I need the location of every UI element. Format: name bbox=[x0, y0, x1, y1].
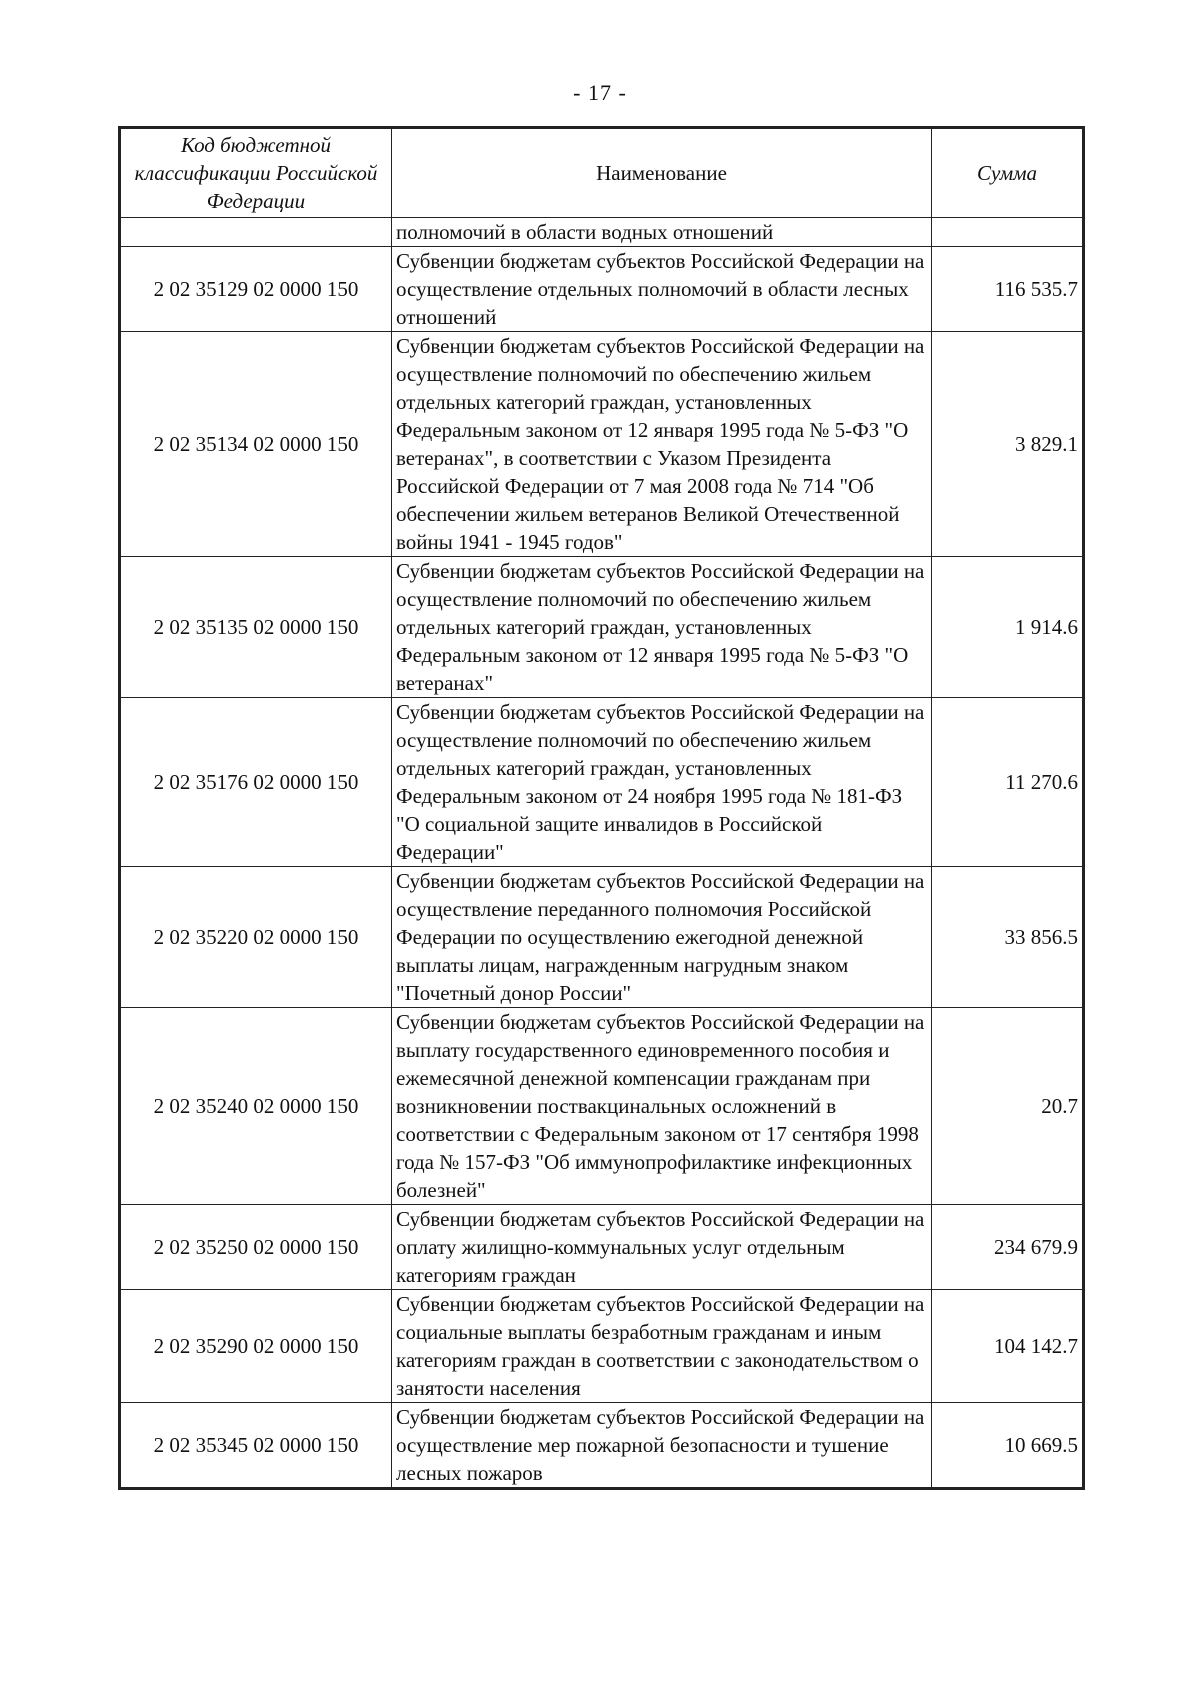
table-row-continuation bbox=[120, 218, 1084, 247]
header-name: Наименование bbox=[392, 128, 932, 218]
page-number: - 17 - bbox=[573, 80, 627, 105]
cell-name: Субвенции бюджетам субъектов Российской Федерации на выплату государственного единовременного пособия и ежемесячной денежной компенсации гражданам при возникновении поствакцинальных осложнений в соответствии с Федеральным законом от 17 сентября 1998 года № 157-ФЗ "Об иммунопрофилактике инфекционных болезней" bbox=[392, 1008, 932, 1205]
cell-sum: 3 829.1 bbox=[932, 332, 1084, 557]
budget-table bbox=[118, 126, 1085, 1490]
cell-name: Субвенции бюджетам субъектов Российской Федерации на оплату жилищно-коммунальных услуг отдельным категориям граждан bbox=[392, 1205, 932, 1290]
cell-sum: 20.7 bbox=[932, 1008, 1084, 1205]
cell-name: Субвенции бюджетам субъектов Российской Федерации на осуществление отдельных полномочий в области лесных отношений bbox=[392, 247, 932, 332]
cell-name: Субвенции бюджетам субъектов Российской Федерации на социальные выплаты безработным гражданам и иным категориям граждан в соответствии с законодательством о занятости населения bbox=[392, 1290, 932, 1403]
cell-code: 2 02 35250 02 0000 150 bbox=[120, 1205, 392, 1290]
table-row bbox=[120, 557, 1084, 698]
cell-sum: 1 914.6 bbox=[932, 557, 1084, 698]
table-row bbox=[120, 1403, 1084, 1489]
table-row bbox=[120, 1290, 1084, 1403]
cell-sum: 33 856.5 bbox=[932, 867, 1084, 1008]
cell-code: 2 02 35345 02 0000 150 bbox=[120, 1403, 392, 1489]
header-sum: Сумма bbox=[932, 128, 1084, 218]
cell-sum: 116 535.7 bbox=[932, 247, 1084, 332]
header-code: Код бюджетной классификации Российской Федерации bbox=[120, 128, 392, 218]
cell-sum: 11 270.6 bbox=[932, 698, 1084, 867]
table-row bbox=[120, 247, 1084, 332]
cell-code: 2 02 35220 02 0000 150 bbox=[120, 867, 392, 1008]
cell-code: 2 02 35240 02 0000 150 bbox=[120, 1008, 392, 1205]
cell-code: 2 02 35290 02 0000 150 bbox=[120, 1290, 392, 1403]
cell-name: Субвенции бюджетам субъектов Российской Федерации на осуществление полномочий по обеспечению жильем отдельных категорий граждан, установленных Федеральным законом от 12 января 1995 года № 5-ФЗ "О ветеранах", в соответствии с Указом Президента Российской Федерации от 7 мая 2008 года № 714 "Об обеспечении жильем ветеранов Великой Отечественной войны 1941 - 1945 годов" bbox=[392, 332, 932, 557]
table-row bbox=[120, 867, 1084, 1008]
cell-code bbox=[120, 218, 392, 247]
table-row bbox=[120, 1008, 1084, 1205]
cell-sum bbox=[932, 218, 1084, 247]
cell-name: Субвенции бюджетам субъектов Российской Федерации на осуществление полномочий по обеспечению жильем отдельных категорий граждан, установленных Федеральным законом от 12 января 1995 года № 5-ФЗ "О ветеранах" bbox=[392, 557, 932, 698]
table-row bbox=[120, 332, 1084, 557]
cell-name: Субвенции бюджетам субъектов Российской Федерации на осуществление переданного полномочия Российской Федерации по осуществлению ежегодной денежной выплаты лицам, награжденным нагрудным знаком "Почетный донор России" bbox=[392, 867, 932, 1008]
cell-sum: 104 142.7 bbox=[932, 1290, 1084, 1403]
cell-name: Субвенции бюджетам субъектов Российской Федерации на осуществление мер пожарной безопасности и тушение лесных пожаров bbox=[392, 1403, 932, 1489]
cell-name: Субвенции бюджетам субъектов Российской Федерации на осуществление полномочий по обеспечению жильем отдельных категорий граждан, установленных Федеральным законом от 24 ноября 1995 года № 181-ФЗ "О социальной защите инвалидов в Российской Федерации" bbox=[392, 698, 932, 867]
cell-name: полномочий в области водных отношений bbox=[392, 218, 932, 247]
cell-code: 2 02 35176 02 0000 150 bbox=[120, 698, 392, 867]
cell-sum: 10 669.5 bbox=[932, 1403, 1084, 1489]
table-row bbox=[120, 1205, 1084, 1290]
table-row bbox=[120, 698, 1084, 867]
cell-code: 2 02 35135 02 0000 150 bbox=[120, 557, 392, 698]
cell-code: 2 02 35134 02 0000 150 bbox=[120, 332, 392, 557]
table-header-row bbox=[120, 128, 1084, 218]
cell-code: 2 02 35129 02 0000 150 bbox=[120, 247, 392, 332]
cell-sum: 234 679.9 bbox=[932, 1205, 1084, 1290]
